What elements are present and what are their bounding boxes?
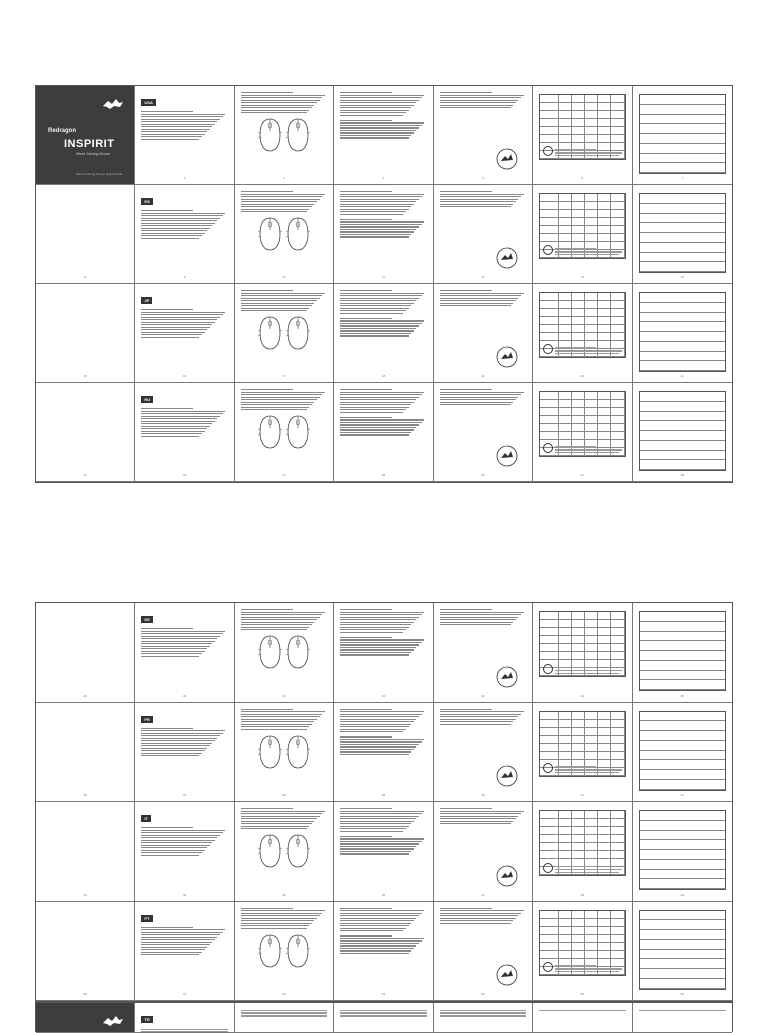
page-number: 27 <box>580 473 585 477</box>
language-intro-panel <box>135 603 234 703</box>
page-number: 37 <box>182 793 187 797</box>
page-number: 32 <box>381 693 386 698</box>
warranty-panel <box>633 1003 732 1033</box>
warranty-panel <box>633 86 732 185</box>
page-number: 20 <box>580 374 585 378</box>
mouse-diagram-icon <box>257 634 283 670</box>
page-number: 21 <box>680 374 684 378</box>
page-number: 53 <box>381 992 386 996</box>
page-number: 7 <box>681 176 684 180</box>
warranty-panel <box>633 802 732 902</box>
redragon-seal-icon <box>496 445 518 467</box>
page-number: 11 <box>381 275 386 279</box>
mouse-diagram-icon <box>257 933 283 969</box>
page-number: 15 <box>83 374 87 378</box>
dpi-settings-panel <box>334 284 433 383</box>
language-intro-panel <box>135 902 234 1002</box>
page-number: 6 <box>581 176 584 180</box>
language-intro-panel <box>135 86 234 185</box>
blank-panel <box>36 284 135 383</box>
page-number: 31 <box>282 693 286 698</box>
text-panel <box>334 1003 433 1033</box>
dpi-settings-panel <box>334 902 433 1002</box>
panel-grid <box>36 86 732 482</box>
faq-panel <box>434 284 533 383</box>
table-panel <box>533 603 632 703</box>
button-functions-panel <box>235 802 334 902</box>
redragon-seal-icon <box>496 865 518 887</box>
blank-panel <box>36 603 135 703</box>
page-number: 52 <box>282 992 286 996</box>
warranty-panel <box>633 383 732 482</box>
dragon-logo-icon <box>102 98 124 110</box>
warranty-panel <box>633 603 732 703</box>
page-number: 25 <box>381 473 386 477</box>
button-functions-panel <box>235 902 334 1002</box>
page-number: 49 <box>680 892 684 897</box>
button-functions-panel <box>235 603 334 703</box>
button-functions-panel <box>235 86 334 185</box>
language-tag: USA <box>141 99 155 106</box>
language-intro-panel <box>135 383 234 482</box>
manual-sheet-bottom <box>35 602 733 1002</box>
table-panel <box>533 902 632 1002</box>
page-number: 46 <box>381 892 386 897</box>
language-tag: JP <box>141 297 152 304</box>
language-tag: DE <box>141 616 153 623</box>
cover-footer: Wired Gaming Mouse Quick Guide <box>76 172 123 176</box>
brand-name: Redragon <box>48 128 77 134</box>
blank-panel <box>36 703 135 803</box>
blank-panel <box>36 902 135 1002</box>
redragon-seal-icon <box>496 247 518 269</box>
warranty-card <box>639 611 726 691</box>
page-number: 36 <box>83 793 87 797</box>
blank-panel <box>36 383 135 482</box>
warranty-panel <box>633 703 732 803</box>
warranty-card <box>639 391 726 471</box>
warranty-panel <box>633 902 732 1002</box>
text-panel <box>235 1003 334 1033</box>
page-number: 13 <box>580 275 585 279</box>
dragon-logo-icon <box>102 1015 124 1027</box>
dpi-settings-panel <box>334 185 433 284</box>
faq-panel <box>434 802 533 902</box>
page-number: 8 <box>84 275 87 279</box>
page-number: 54 <box>481 992 485 996</box>
language-intro-panel <box>135 284 234 383</box>
blank-panel <box>36 185 135 284</box>
page-number: 2 <box>183 176 186 180</box>
page-number: 50 <box>83 992 87 996</box>
page-number: 35 <box>680 693 684 698</box>
text-panel <box>434 1003 533 1033</box>
language-tag: IT <box>141 815 151 822</box>
page-number: 18 <box>381 374 386 378</box>
model-name: INSPIRIT <box>64 138 115 150</box>
page-number: 16 <box>182 374 187 378</box>
warranty-panel <box>633 185 732 284</box>
mouse-diagram-icon <box>257 216 283 252</box>
mouse-diagram-icon <box>285 634 311 670</box>
redragon-seal-icon <box>496 148 518 170</box>
mouse-diagram-icon <box>285 833 311 869</box>
table-panel <box>533 185 632 284</box>
table-panel <box>533 802 632 902</box>
table-panel <box>533 383 632 482</box>
page-number: 24 <box>282 473 286 477</box>
manual-sheet-top <box>35 85 733 483</box>
page-number: 41 <box>580 793 585 797</box>
page-number: 3 <box>283 176 285 180</box>
faq-panel <box>434 902 533 1002</box>
page-number: 40 <box>481 793 485 797</box>
warranty-card <box>639 711 726 791</box>
mouse-diagram-icon <box>285 933 311 969</box>
mouse-diagram-icon <box>257 315 283 351</box>
dpi-settings-panel <box>334 86 433 185</box>
page-number: 30 <box>182 693 187 698</box>
language-panel-partial <box>135 1003 234 1033</box>
language-intro-panel <box>135 802 234 902</box>
language-tag: RU <box>141 396 153 403</box>
page-number: 48 <box>580 892 585 897</box>
page-number: 47 <box>481 892 485 897</box>
page-number: 19 <box>481 374 485 378</box>
mouse-diagram-icon <box>285 216 311 252</box>
mouse-diagram-icon <box>285 315 311 351</box>
warranty-card <box>639 193 726 273</box>
faq-panel <box>434 185 533 284</box>
warranty-card <box>639 292 726 372</box>
table-panel <box>533 1003 632 1033</box>
table-panel <box>533 703 632 803</box>
language-tag: ES <box>141 198 152 205</box>
cover-panel-partial <box>36 1003 135 1033</box>
page-number: 26 <box>481 473 485 477</box>
manual-sheet-partial <box>35 1002 733 1032</box>
button-functions-panel <box>235 383 334 482</box>
language-intro-panel <box>135 703 234 803</box>
redragon-seal-icon <box>496 666 518 688</box>
mouse-diagram-icon <box>257 117 283 153</box>
mouse-diagram-icon <box>257 414 283 450</box>
dpi-settings-panel <box>334 383 433 482</box>
cover-panel <box>36 86 135 185</box>
mouse-diagram-icon <box>257 734 283 770</box>
faq-panel <box>434 703 533 803</box>
warranty-card <box>639 910 726 990</box>
warranty-panel <box>633 284 732 383</box>
mouse-diagram-icon <box>285 734 311 770</box>
mouse-diagram-icon <box>285 117 311 153</box>
page-number: 56 <box>680 992 684 996</box>
blank-panel <box>36 802 135 902</box>
page-number: 43 <box>83 892 87 897</box>
faq-panel <box>434 383 533 482</box>
page-number: 4 <box>382 176 385 180</box>
language-tag: PT <box>141 915 152 922</box>
page-number: 5 <box>482 176 484 180</box>
page-number: 1 <box>84 176 87 180</box>
page-number: 44 <box>182 892 187 897</box>
panel-grid <box>36 603 732 1001</box>
dpi-settings-panel <box>334 603 433 703</box>
language-tag: TR <box>141 1016 152 1023</box>
language-tag: FR <box>141 716 152 723</box>
dpi-settings-panel <box>334 802 433 902</box>
button-functions-panel <box>235 284 334 383</box>
page-number: 39 <box>381 793 386 797</box>
button-functions-panel <box>235 185 334 284</box>
redragon-seal-icon <box>496 765 518 787</box>
page-number: 28 <box>680 473 684 477</box>
page-number: 45 <box>282 892 286 897</box>
page-number: 9 <box>183 275 186 279</box>
mouse-diagram-icon <box>257 833 283 869</box>
recycle-icon <box>543 863 553 873</box>
warranty-card <box>639 810 726 890</box>
page-number: 33 <box>481 693 485 698</box>
mouse-diagram-icon <box>285 414 311 450</box>
page-number: 22 <box>83 473 87 477</box>
page-number: 12 <box>481 275 485 279</box>
redragon-seal-icon <box>496 964 518 986</box>
page-number: 38 <box>282 793 286 797</box>
page-number: 55 <box>580 992 585 996</box>
warranty-card <box>639 94 726 174</box>
language-intro-panel <box>135 185 234 284</box>
faq-panel <box>434 86 533 185</box>
button-functions-panel <box>235 703 334 803</box>
cover-subtitle: Wired Gaming Mouse <box>76 152 110 156</box>
faq-panel <box>434 603 533 703</box>
page-number: 42 <box>680 793 684 797</box>
page-number: 14 <box>680 275 684 279</box>
table-panel <box>533 86 632 185</box>
page-number: 10 <box>282 275 286 279</box>
page-number: 34 <box>580 693 585 698</box>
page-number: 51 <box>182 992 187 996</box>
page-number: 23 <box>182 473 187 477</box>
redragon-seal-icon <box>496 346 518 368</box>
dpi-settings-panel <box>334 703 433 803</box>
page-number: 29 <box>83 693 87 698</box>
panel-grid <box>36 1003 732 1032</box>
table-panel <box>533 284 632 383</box>
page-number: 17 <box>282 374 286 378</box>
recycle-icon <box>543 664 553 674</box>
